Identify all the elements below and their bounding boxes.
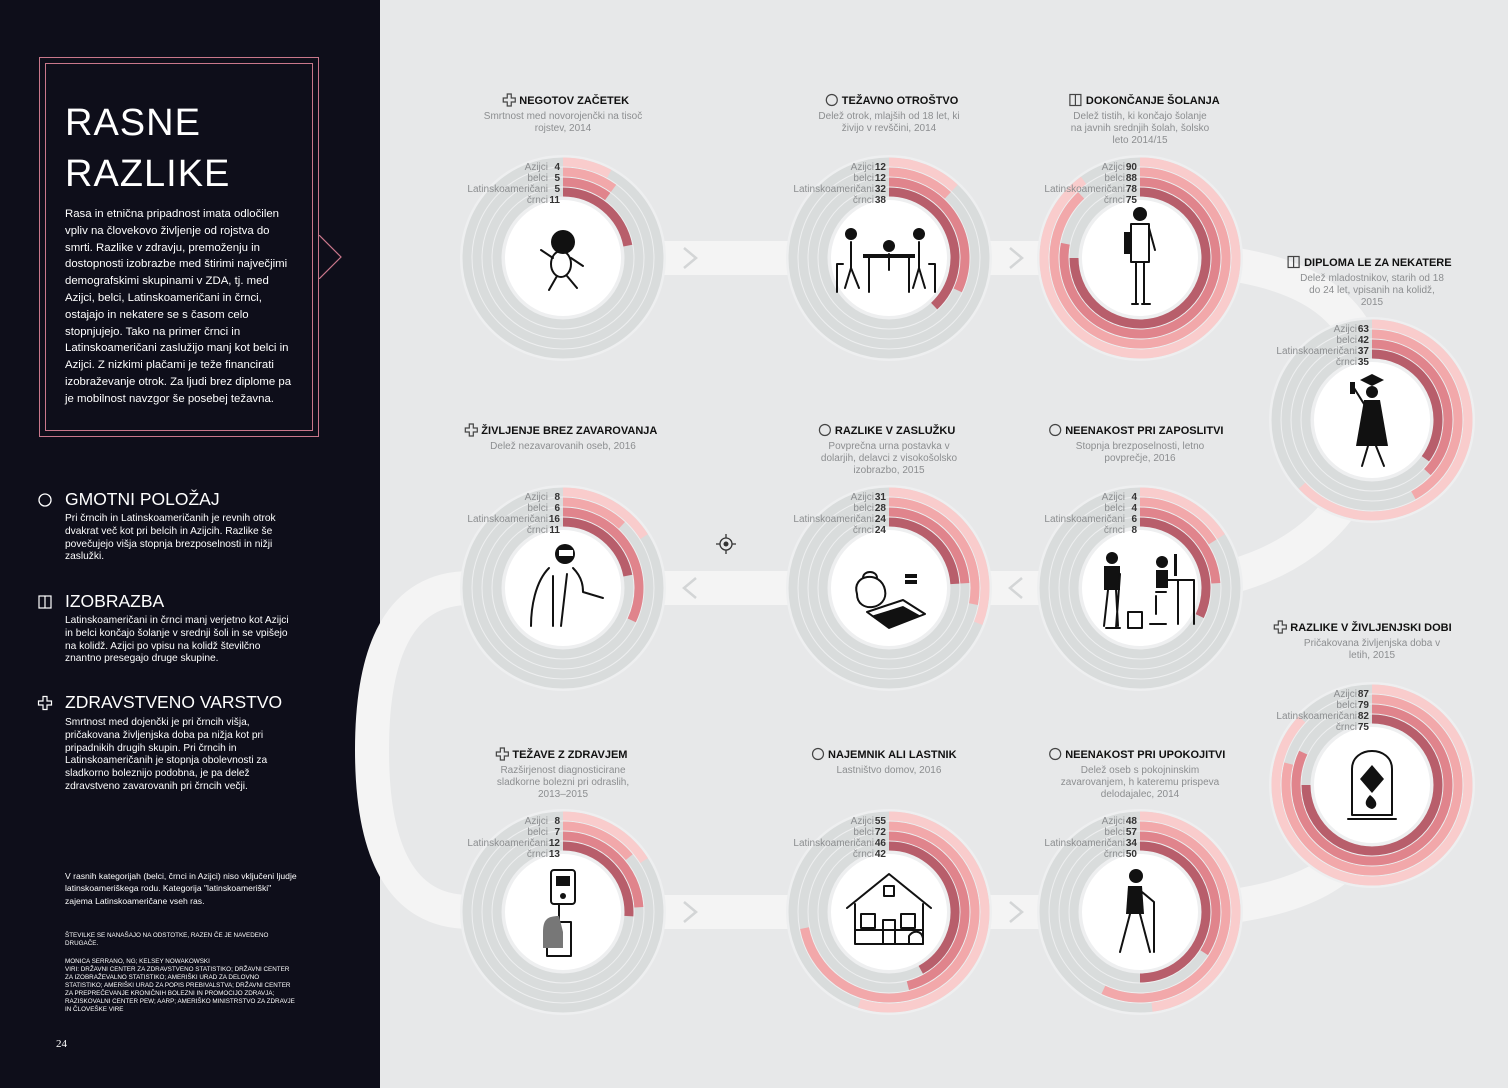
value-label: 4: [1131, 492, 1137, 503]
section-title-zdravstveno-varstvo: ZDRAVSTVENO VARSTVO: [65, 692, 283, 712]
chart-subtitle: Pričakovana življenjska doba v: [1303, 638, 1441, 649]
radial-chart-dokoncanje-solanja: [1037, 94, 1243, 361]
group-label: črnci: [526, 525, 548, 536]
value-label: 35: [1357, 357, 1369, 368]
cross-icon: [496, 748, 508, 760]
chart-subtitle: na javnih srednjih šolah, šolsko: [1070, 123, 1210, 134]
group-label: Azijci: [850, 162, 874, 173]
chart-title: NEENAKOST PRI ZAPOSLITVI: [1065, 425, 1224, 437]
group-label: belci: [1104, 173, 1125, 184]
radial-chart-najemnik-ali-lastnik: [786, 749, 992, 1016]
book-icon: [1070, 95, 1081, 106]
radial-chart-negotov-zacetek: [460, 94, 666, 361]
cross-icon: [1274, 621, 1286, 633]
group-label: belci: [527, 827, 548, 838]
chart-subtitle: zavarovanjem, h kateremu prispeva: [1060, 777, 1220, 788]
cross-icon: [503, 94, 515, 106]
chart-center: [831, 854, 947, 970]
value-label: 4: [554, 162, 560, 173]
intro-text: Rasa in etnična pripadnost imata odločilen vpliv na človekovo življenje od rojstva do smrti. Razlike v zdravju, premoženju in dostopnosti izobrazbe med štirimi največjimi demografskimi skupinami v ZDA, tj. med Azijci, belci, Latinskoameričani in črnci, ostajajo in nekatere se s časom celo stopnjujejo. Tako na primer črnci in Latinskoameričani zaslužijo manj kot belci in Azijci. Z nizkimi plačami je teže financirati izobraževanje otrok. Za ljudi brez diplome pa je mobilnost navzgor še posebej težavna.: [65, 208, 292, 405]
value-label: 31: [874, 492, 886, 503]
group-label: črnci: [852, 525, 874, 536]
chart-subtitle: sladkorne bolezni pri odraslih,: [496, 777, 630, 788]
group-label: črnci: [526, 849, 548, 860]
group-label: Latinskoameričani: [1044, 514, 1125, 525]
group-label: Latinskoameričani: [1044, 838, 1125, 849]
value-label: 8: [1131, 525, 1137, 536]
page-number: 24: [56, 1038, 67, 1050]
value-label: 28: [874, 503, 886, 514]
group-label: črnci: [852, 849, 874, 860]
group-label: Latinskoameričani: [1276, 346, 1357, 357]
value-label: 90: [1125, 162, 1137, 173]
group-label: belci: [527, 173, 548, 184]
value-label: 75: [1357, 722, 1369, 733]
group-label: črnci: [1335, 357, 1357, 368]
chart-subtitle: dolarjih, delavci z visokošolsko: [820, 453, 958, 464]
group-label: Latinskoameričani: [1044, 184, 1125, 195]
radial-chart-razlike-v-zivljenjski-dobi: [1269, 621, 1475, 888]
group-label: belci: [1104, 503, 1125, 514]
group-label: Azijci: [524, 492, 548, 503]
value-label: 38: [874, 195, 886, 206]
section-body-izobrazba: Latinskoameričani in črnci manj verjetno kot Azijci in belci končajo šolanje v srednji šoli in se vpišejo na kolidž. Azijci po vpisu na kolidž številčno znantno presegajo druge skupine.: [65, 615, 289, 665]
group-label: Latinskoameričani: [467, 514, 548, 525]
chart-subtitle: Delež otrok, mlajših od 18 let, ki: [818, 111, 960, 122]
section-body-gmotni-polozaj: Pri črncih in Latinskoameričanih je revnih otrok dvakrat več kot pri belcih in Azijcih. Razlike še povečujejo višja stopnja brezposelnosti in nižji zaslužki.: [65, 513, 276, 563]
chart-title: TEŽAVE Z ZDRAVJEM: [512, 749, 628, 761]
chart-subtitle: Povprečna urna postavka v: [828, 441, 950, 452]
value-label: 72: [874, 827, 886, 838]
value-label: 55: [874, 816, 886, 827]
group-label: Azijci: [850, 492, 874, 503]
radial-chart-tezavno-otrostvo: [786, 94, 992, 361]
chart-subtitle: letih, 2015: [1348, 650, 1396, 661]
disclaimer: ŠTEVILKE SE NANAŠAJO NA ODSTOTKE, RAZEN ČE JE NAVEDENO DRUGAČE.: [65, 932, 269, 947]
chart-center: [505, 200, 621, 316]
chart-subtitle: izobrazbo, 2015: [853, 465, 925, 476]
chart-title: RAZLIKE V ŽIVLJENJSKI DOBI: [1290, 622, 1452, 634]
group-label: črnci: [1103, 849, 1125, 860]
value-label: 34: [1125, 838, 1137, 849]
group-label: Azijci: [850, 816, 874, 827]
value-label: 6: [554, 503, 560, 514]
value-label: 88: [1125, 173, 1137, 184]
group-label: črnci: [526, 195, 548, 206]
group-label: črnci: [852, 195, 874, 206]
group-label: Latinskoameričani: [793, 514, 874, 525]
chart-subtitle: Smrtnost med novorojenčki na tisoč: [483, 111, 643, 122]
value-label: 46: [874, 838, 886, 849]
group-label: Latinskoameričani: [467, 184, 548, 195]
value-label: 79: [1357, 700, 1369, 711]
value-label: 42: [874, 849, 886, 860]
chart-subtitle: Delež mladostnikov, starih od 18: [1300, 273, 1444, 284]
chart-subtitle: 2015: [1360, 297, 1384, 308]
chart-title: NEENAKOST PRI UPOKOJITVI: [1065, 749, 1226, 761]
group-label: belci: [527, 503, 548, 514]
value-label: 11: [549, 195, 560, 206]
footnote: V rasnih kategorijah (belci, črnci in Azijci) niso vključeni ljudje latinskoameriškega rodu. Kategorija "latinskoameriški" zajema Latinskoameričane vseh ras.: [65, 871, 297, 906]
group-label: belci: [853, 827, 874, 838]
group-label: belci: [1336, 700, 1357, 711]
circle-icon: [819, 425, 830, 436]
value-label: 42: [1357, 335, 1369, 346]
value-label: 63: [1357, 324, 1369, 335]
circle-icon: [826, 95, 837, 106]
group-label: črnci: [1103, 195, 1125, 206]
value-label: 11: [549, 525, 560, 536]
value-label: 7: [554, 827, 560, 838]
crosshair-icon: [716, 534, 736, 554]
value-label: 5: [554, 184, 560, 195]
group-label: črnci: [1335, 722, 1357, 733]
value-label: 8: [554, 816, 560, 827]
group-label: Latinskoameričani: [793, 184, 874, 195]
group-label: belci: [853, 173, 874, 184]
circle-icon: [1050, 749, 1061, 760]
value-label: 8: [554, 492, 560, 503]
chart-subtitle: Razširjenost diagnosticirane: [500, 765, 626, 776]
group-label: belci: [1104, 827, 1125, 838]
chart-center: [505, 854, 621, 970]
group-label: Azijci: [1101, 492, 1125, 503]
chart-title: DOKONČANJE ŠOLANJA: [1085, 95, 1220, 107]
cross-icon: [465, 424, 477, 436]
group-label: belci: [1336, 335, 1357, 346]
page-title-line-2: RAZLIKE: [65, 153, 231, 195]
value-label: 6: [1131, 514, 1137, 525]
group-label: črnci: [1103, 525, 1125, 536]
circle-icon: [1050, 425, 1061, 436]
radial-chart-neenakost-pri-upokojitvi: [1037, 749, 1243, 1016]
chart-subtitle: Stopnja brezposelnosti, letno: [1075, 441, 1205, 452]
chart-title: NEGOTOV ZAČETEK: [519, 95, 630, 107]
radial-chart-zivljenje-brez-zavarovanja: [460, 424, 666, 691]
group-label: Azijci: [1101, 162, 1125, 173]
value-label: 24: [874, 525, 886, 536]
value-label: 13: [548, 849, 560, 860]
value-label: 87: [1357, 689, 1369, 700]
chart-subtitle: Delež nezavarovanih oseb, 2016: [490, 441, 636, 452]
section-body-zdravstveno-varstvo: Smrtnost med dojenčki je pri črncih višja, pričakovana življenjska doba pa nižja kot pri pripadnikih drugih skupin. Pri črncih in Latinskoameričanih je stopnja obolevnosti za sladkorno boleznijo podobna, je pa delež zdravstveno zavarovanih pri črncih večji.: [65, 717, 268, 792]
radial-chart-razlike-v-zasluzku: [786, 424, 992, 691]
chart-subtitle: povprečje, 2016: [1104, 453, 1176, 464]
group-label: Azijci: [524, 816, 548, 827]
group-label: Azijci: [524, 162, 548, 173]
chart-subtitle: leto 2014/15: [1112, 135, 1168, 146]
circle-icon: [813, 749, 824, 760]
group-label: Azijci: [1333, 324, 1357, 335]
chart-subtitle: Delež oseb s pokojninskim: [1080, 765, 1200, 776]
value-label: 37: [1357, 346, 1369, 357]
group-label: Latinskoameričani: [1276, 711, 1357, 722]
chart-title: ŽIVLJENJE BREZ ZAVAROVANJA: [481, 425, 658, 437]
radial-chart-neenakost-pri-zaposlitvi: [1037, 425, 1243, 692]
value-label: 4: [1131, 503, 1137, 514]
chart-subtitle: Delež tistih, ki končajo šolanje: [1073, 111, 1207, 122]
value-label: 82: [1357, 711, 1369, 722]
value-label: 32: [874, 184, 886, 195]
chart-subtitle: 2013–2015: [537, 789, 589, 800]
chart-subtitle: delodajalec, 2014: [1100, 789, 1180, 800]
page-title-line-1: RASNE: [65, 102, 201, 144]
group-label: Latinskoameričani: [793, 838, 874, 849]
value-label: 12: [548, 838, 560, 849]
section-title-izobrazba: IZOBRAZBA: [65, 591, 165, 611]
value-label: 12: [874, 162, 886, 173]
value-label: 12: [874, 173, 886, 184]
section-title-gmotni-polozaj: GMOTNI POLOŽAJ: [65, 489, 220, 509]
group-label: Azijci: [1101, 816, 1125, 827]
chart-title: TEŽAVNO OTROŠTVO: [841, 95, 959, 107]
radial-chart-tezave-z-zdravjem: [460, 748, 666, 1015]
value-label: 78: [1125, 184, 1137, 195]
value-label: 50: [1125, 849, 1137, 860]
chart-subtitle: do 24 let, vpisanih na kolidž,: [1309, 285, 1435, 296]
chart-subtitle: živijo v revščini, 2014: [841, 123, 937, 134]
group-label: Latinskoameričani: [467, 838, 548, 849]
chart-subtitle: Lastništvo domov, 2016: [836, 765, 942, 776]
group-label: belci: [853, 503, 874, 514]
group-label: Azijci: [1333, 689, 1357, 700]
chart-title: DIPLOMA LE ZA NEKATERE: [1304, 257, 1452, 269]
value-label: 57: [1125, 827, 1137, 838]
credits: MONICA SERRANO, NG; KELSEY NOWAKOWSKI VIRI: DRŽAVNI CENTER ZA ZDRAVSTVENO STATISTIKO; DRŽAVNI CENTER ZA IZOBRAŽEVALNO STATISTIKO; AMERIŠKI URAD ZA DELOVNO STATISTIKO; AMERIŠKI URAD ZA POPIS PREBIVALSTVA; DRŽAVNI CENTER ZA PREPREČEVANJE KRONIČNIH BOLEZNI IN PROMOCIJO ZDRAVJA; RAZISKOVALNI CENTER PEW; AARP; AMERIŠKO MINISTRSTVO ZA ZDRAVJE IN ČLOVEŠKE VIRE: [65, 958, 295, 1013]
chart-title: NAJEMNIK ALI LASTNIK: [828, 749, 957, 761]
value-label: 24: [874, 514, 886, 525]
value-label: 75: [1125, 195, 1137, 206]
value-label: 5: [554, 173, 560, 184]
value-label: 48: [1125, 816, 1137, 827]
chart-subtitle: rojstev, 2014: [534, 123, 592, 134]
chart-title: RAZLIKE V ZASLUŽKU: [834, 425, 956, 437]
value-label: 16: [548, 514, 560, 525]
